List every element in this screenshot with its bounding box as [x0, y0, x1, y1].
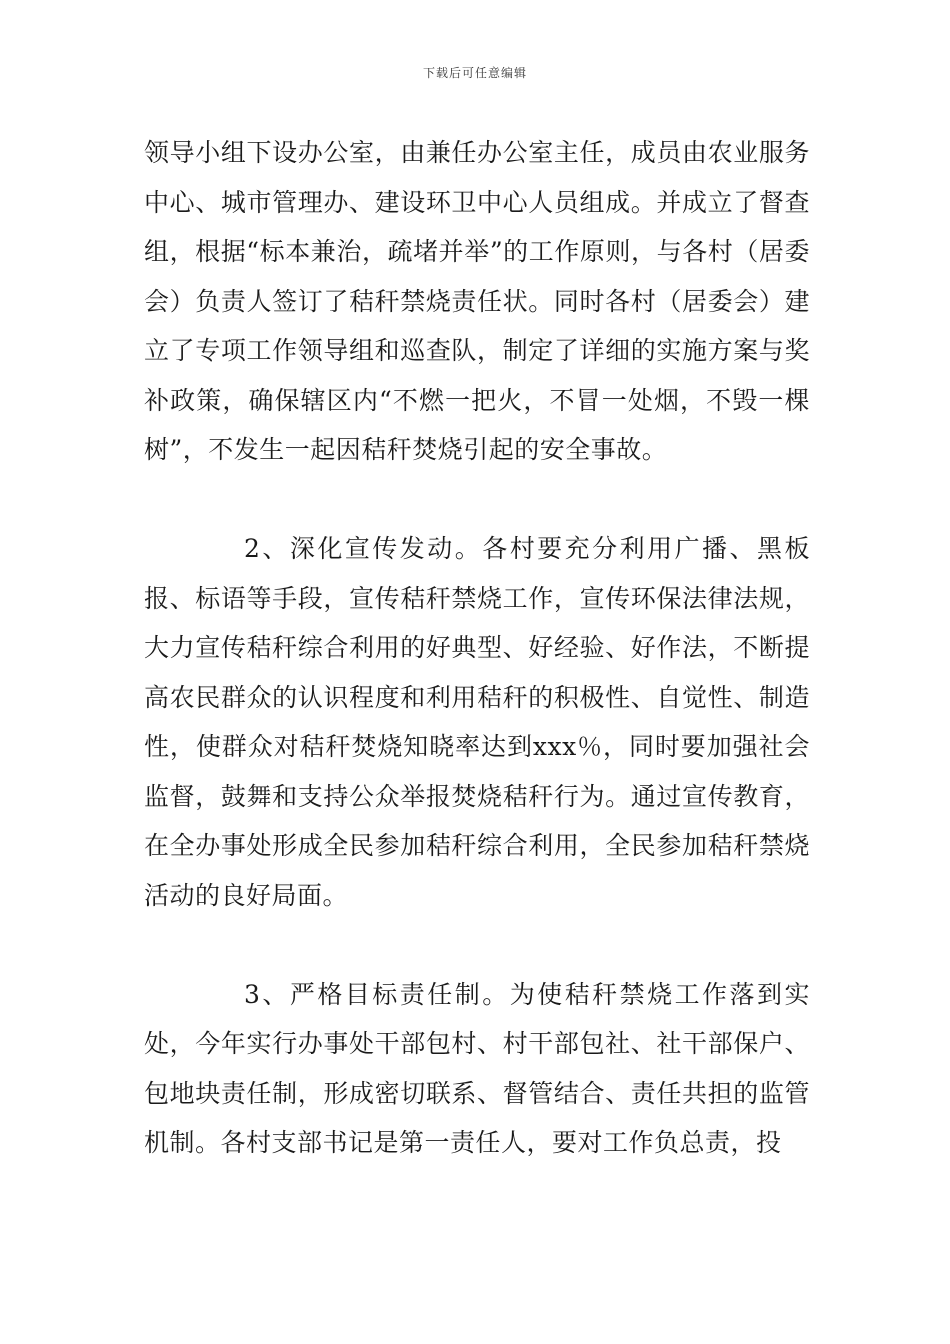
- page-header-note: 下载后可任意编辑: [422, 66, 527, 80]
- paragraph-spacer: [144, 475, 810, 525]
- paragraph-responsibility-system: 3、严格目标责任制。为使秸秆禁烧工作落到实处，今年实行办事处干部包村、村干部包社、社干部保户、包地块责任制，形成密切联系、督管结合、责任共担的监管机制。各村支部书记是第一责任人，要对工作负总责，投: [144, 979, 810, 1157]
- document-body: [144, 128, 810, 1168]
- paragraph-publicity: 2、深化宣传发动。各村要充分利用广播、黑板报、标语等手段，宣传秸秆禁烧工作，宣传环保法律法规，大力宣传秸秆综合利用的好典型、好经验、好作法，不断提高农民群众的认识程度和利用秸秆的积极性、自觉性、制造性，使群众对秸秆焚烧知晓率达到xxx％，同时要加强社会监督，鼓舞和支持公众举报焚烧秸秆行为。通过宣传教育，在全办事处形成全民参加秸秆综合利用，全民参加秸秆禁烧活动的良好局面。: [144, 534, 810, 910]
- paragraph-spacer: [144, 920, 810, 970]
- paragraph-leadership-office: 领导小组下设办公室，由兼任办公室主任，成员由农业服务中心、城市管理办、建设环卫中心人员组成。并成立了督查组，根据“标本兼治，疏堵并举”的工作原则，与各村（居委会）负责人签订了秸秆禁烧责任状。同时各村（居委会）建立了专项工作领导组和巡查队，制定了详细的实施方案与奖补政策，确保辖区内“不燃一把火，不冒一处烟，不毁一棵树”，不发生一起因秸秆焚烧引起的安全事故。: [144, 138, 810, 464]
